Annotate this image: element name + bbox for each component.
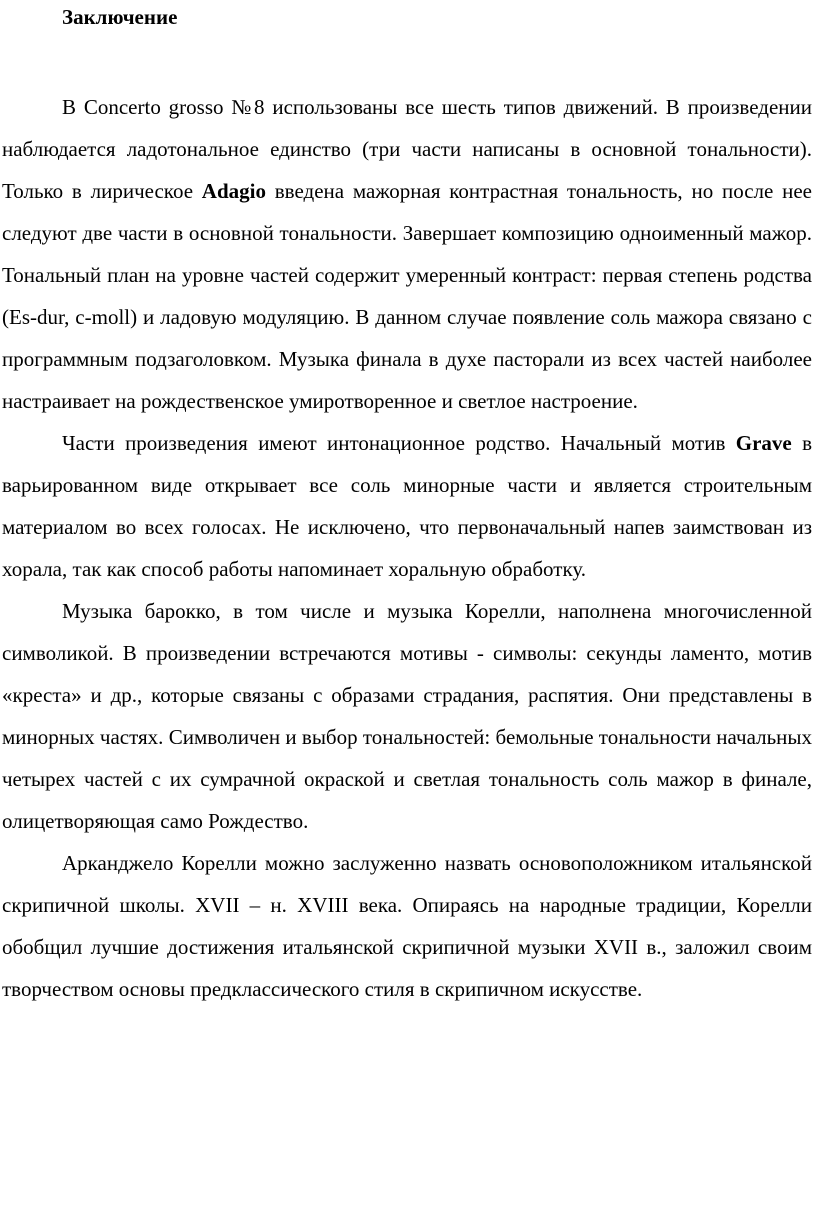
term-grave: Grave — [735, 431, 792, 455]
paragraph-3: Музыка барокко, в том числе и музыка Корелли, наполнена многочисленной символикой. В произведении встречаются мотивы - символы: секунды ламенто, мотив «креста» и др., которые связаны с образами страдания, распятия. Они представлены в минорных частях. Символичен и выбор тональностей: бемольные тональности начальных четырех частей с их сумрачной окраской и светлая тональность соль мажор в финале, олицетворяющая само Рождество. — [2, 599, 812, 833]
paragraph-1-text-b: введена мажорная контрастная тональность, но после нее следуют две части в основной тональности. Завершает композицию одноименный мажор. Тональный план на уровне частей содержит умеренный контраст: первая степень родства (Es-dur, c-moll) и ладовую модуляцию. В данном случае появление соль мажора связано с программным подзаголовком. Музыка финала в духе пасторали из всех частей наиболее настраивает на рождественское умиротворенное и светлое настроение. — [2, 179, 812, 413]
paragraph-4: Арканджело Корелли можно заслуженно назвать основоположником итальянской скрипичной школы. XVII – н. XVIII века. Опираясь на народные традиции, Корелли обобщил лучшие достижения итальянской скрипичной музыки XVII в., заложил своим творчеством основы предклассического стиля в скрипичном искусстве. — [2, 851, 812, 1001]
title-spacer — [2, 30, 812, 86]
term-adagio: Adagio — [201, 179, 266, 203]
paragraph-1 — [2, 86, 812, 422]
paragraph-2-text-a: Части произведения имеют интонационное родство. Начальный мотив — [62, 431, 736, 455]
paragraph-1-text-a: В Concerto grosso №8 использованы все шесть типов движений. В произведении наблюдается ладотональное единство (три части написаны в основной тональности). Только в лирическое — [2, 95, 812, 203]
document-title: Заключение — [62, 5, 178, 29]
paragraph-2 — [2, 422, 812, 590]
paragraph-2-text-b: в варьированном виде открывает все соль минорные части и является строительным материалом во всех голосах. Не исключено, что первоначальный напев заимствован из хорала, так как способ работы напоминает хоральную обработку. — [2, 431, 813, 581]
